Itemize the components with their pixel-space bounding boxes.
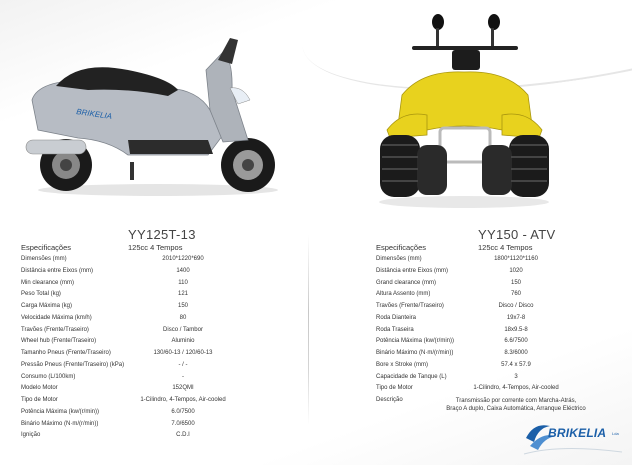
spec-key: Roda Dianteira	[376, 314, 417, 321]
left-spec-row	[21, 280, 321, 292]
spec-value: -	[182, 373, 184, 380]
spec-value: 8.3/6000	[504, 350, 528, 356]
left-spec-row	[21, 362, 321, 374]
spec-value: 6.0/7500	[171, 408, 195, 415]
spec-value: Aluminio	[171, 338, 195, 345]
spec-key: Modelo Motor	[21, 385, 58, 392]
spec-key: Bore x Stroke (mm)	[376, 361, 429, 368]
spec-key: Travões (Frente/Traseiro)	[21, 326, 89, 333]
spec-key: Min clearance (mm)	[21, 279, 75, 286]
left-spec-row	[21, 397, 321, 409]
left-spec-value: 125cc 4 Tempos	[128, 243, 183, 252]
spec-value: 2010*1220*690	[162, 256, 204, 262]
right-spec-row	[376, 338, 632, 350]
spec-key: Pressão Pneus (Frente/Traseiro) (kPa)	[21, 361, 125, 368]
right-spec-row	[376, 268, 632, 280]
left-spec-row	[21, 303, 321, 315]
spec-key: Grand clearance (mm)	[376, 279, 437, 286]
left-spec-row	[21, 432, 321, 444]
spec-key: Peso Total (kg)	[21, 291, 61, 298]
scooter-decal: BRIKELIA	[75, 107, 113, 121]
spec-value: Disco / Tambor	[163, 326, 203, 333]
left-spec-row	[21, 268, 321, 280]
spec-key: Carga Máxima (kg)	[21, 303, 73, 309]
spec-value: 1-Cilindro, 4-Tempos, Air-cooled	[473, 385, 559, 392]
spec-value: 1020	[509, 267, 523, 274]
right-spec-row	[376, 385, 632, 397]
left-spec-row	[21, 385, 321, 397]
spec-key: Dimensões (mm)	[376, 256, 422, 262]
left-spec-row	[21, 315, 321, 327]
left-spec-row	[21, 409, 321, 421]
scooter-image	[18, 30, 288, 200]
spec-key: Tamanho Pneus (Frente/Traseiro)	[21, 350, 111, 356]
spec-key: Tipo de Motor	[21, 397, 58, 403]
spec-key: Binário Máximo (N·m/(r/min))	[21, 420, 99, 427]
spec-value: 130/60-13 / 120/60-13	[153, 350, 213, 356]
left-spec-row	[21, 256, 321, 268]
brand-logo-suffix: Lda	[612, 431, 619, 436]
right-spec-row	[376, 362, 632, 374]
right-spec-row	[376, 374, 632, 386]
right-spec-value: 125cc 4 Tempos	[478, 243, 533, 252]
spec-value: 152QMI	[172, 385, 194, 392]
spec-value: 80	[179, 314, 187, 321]
spec-value: 150	[177, 303, 189, 309]
spec-value: 121	[177, 291, 189, 298]
spec-key: Descrição	[376, 397, 403, 403]
right-spec-row	[376, 315, 632, 327]
left-spec-row	[21, 338, 321, 350]
right-spec-row	[376, 303, 632, 315]
right-spec-label: Especificações	[376, 243, 427, 252]
spec-key: Distância entre Eixos (mm)	[21, 267, 94, 274]
spec-key: Binário Máximo (N·m/(r/min))	[376, 350, 454, 356]
spec-key: Tipo de Motor	[376, 385, 413, 392]
right-spec-row	[376, 397, 632, 412]
spec-key: Roda Traseira	[376, 326, 414, 333]
spec-value: 57.4 x 57.9	[501, 361, 531, 368]
spec-key: Altura Assento (mm)	[376, 291, 431, 298]
spec-value: 18x9.5-8	[504, 326, 528, 333]
spec-value: 1800*1120*1160	[494, 256, 538, 262]
spec-value: - / -	[178, 361, 188, 368]
atv-image	[372, 10, 557, 210]
left-spec-row	[21, 421, 321, 433]
spec-key: Dimensões (mm)	[21, 256, 67, 262]
spec-key: Distância entre Eixos (mm)	[376, 267, 449, 274]
spec-value: Disco / Disco	[498, 303, 534, 309]
spec-key: Ignição	[21, 432, 41, 439]
spec-value: 150	[510, 279, 522, 286]
spec-key: Velocidade Máxima (km/h)	[21, 314, 92, 321]
spec-value: 6.6/7500	[504, 338, 528, 345]
right-spec-row	[376, 350, 632, 362]
spec-key: Consumo (L/100km)	[21, 373, 76, 380]
spec-key: Capacidade de Tanque (L)	[376, 373, 447, 380]
spec-key: Potência Máxima (kw/(r/min))	[376, 338, 455, 345]
spec-key: Wheel hub (Frente/Traseiro)	[21, 338, 97, 345]
right-spec-row	[376, 280, 632, 292]
spec-value: C.D.I	[176, 432, 190, 439]
right-spec-row	[376, 327, 632, 339]
spec-value: 7.0/6500	[171, 420, 195, 427]
spec-value: 3	[514, 373, 518, 380]
right-model-title: YY150 - ATV	[478, 227, 556, 242]
brand-logo-text: BRIKELIA	[548, 426, 607, 440]
left-spec-row	[21, 327, 321, 339]
spec-value: 19x7-8	[506, 314, 526, 321]
spec-value: Transmissão por corrente com Marcha-Atrás, Braço A duplo, Caixa Automática, Arranque Eléctrico	[446, 398, 586, 412]
right-spec-row	[376, 256, 632, 268]
left-spec-label: Especificações	[21, 243, 72, 252]
left-spec-row	[21, 350, 321, 362]
spec-key: Potência Máxima (kw/(r/min))	[21, 408, 100, 415]
spec-key: Travões (Frente/Traseiro)	[376, 303, 444, 309]
left-spec-row	[21, 291, 321, 303]
left-model-title: YY125T-13	[128, 227, 196, 242]
spec-value: 1400	[176, 267, 190, 274]
left-spec-row	[21, 374, 321, 386]
spec-value: 110	[178, 279, 188, 286]
right-spec-row	[376, 291, 632, 303]
spec-value: 760	[510, 291, 522, 298]
spec-value: 1-Cilindro, 4-Tempos, Air-cooled	[140, 397, 226, 403]
